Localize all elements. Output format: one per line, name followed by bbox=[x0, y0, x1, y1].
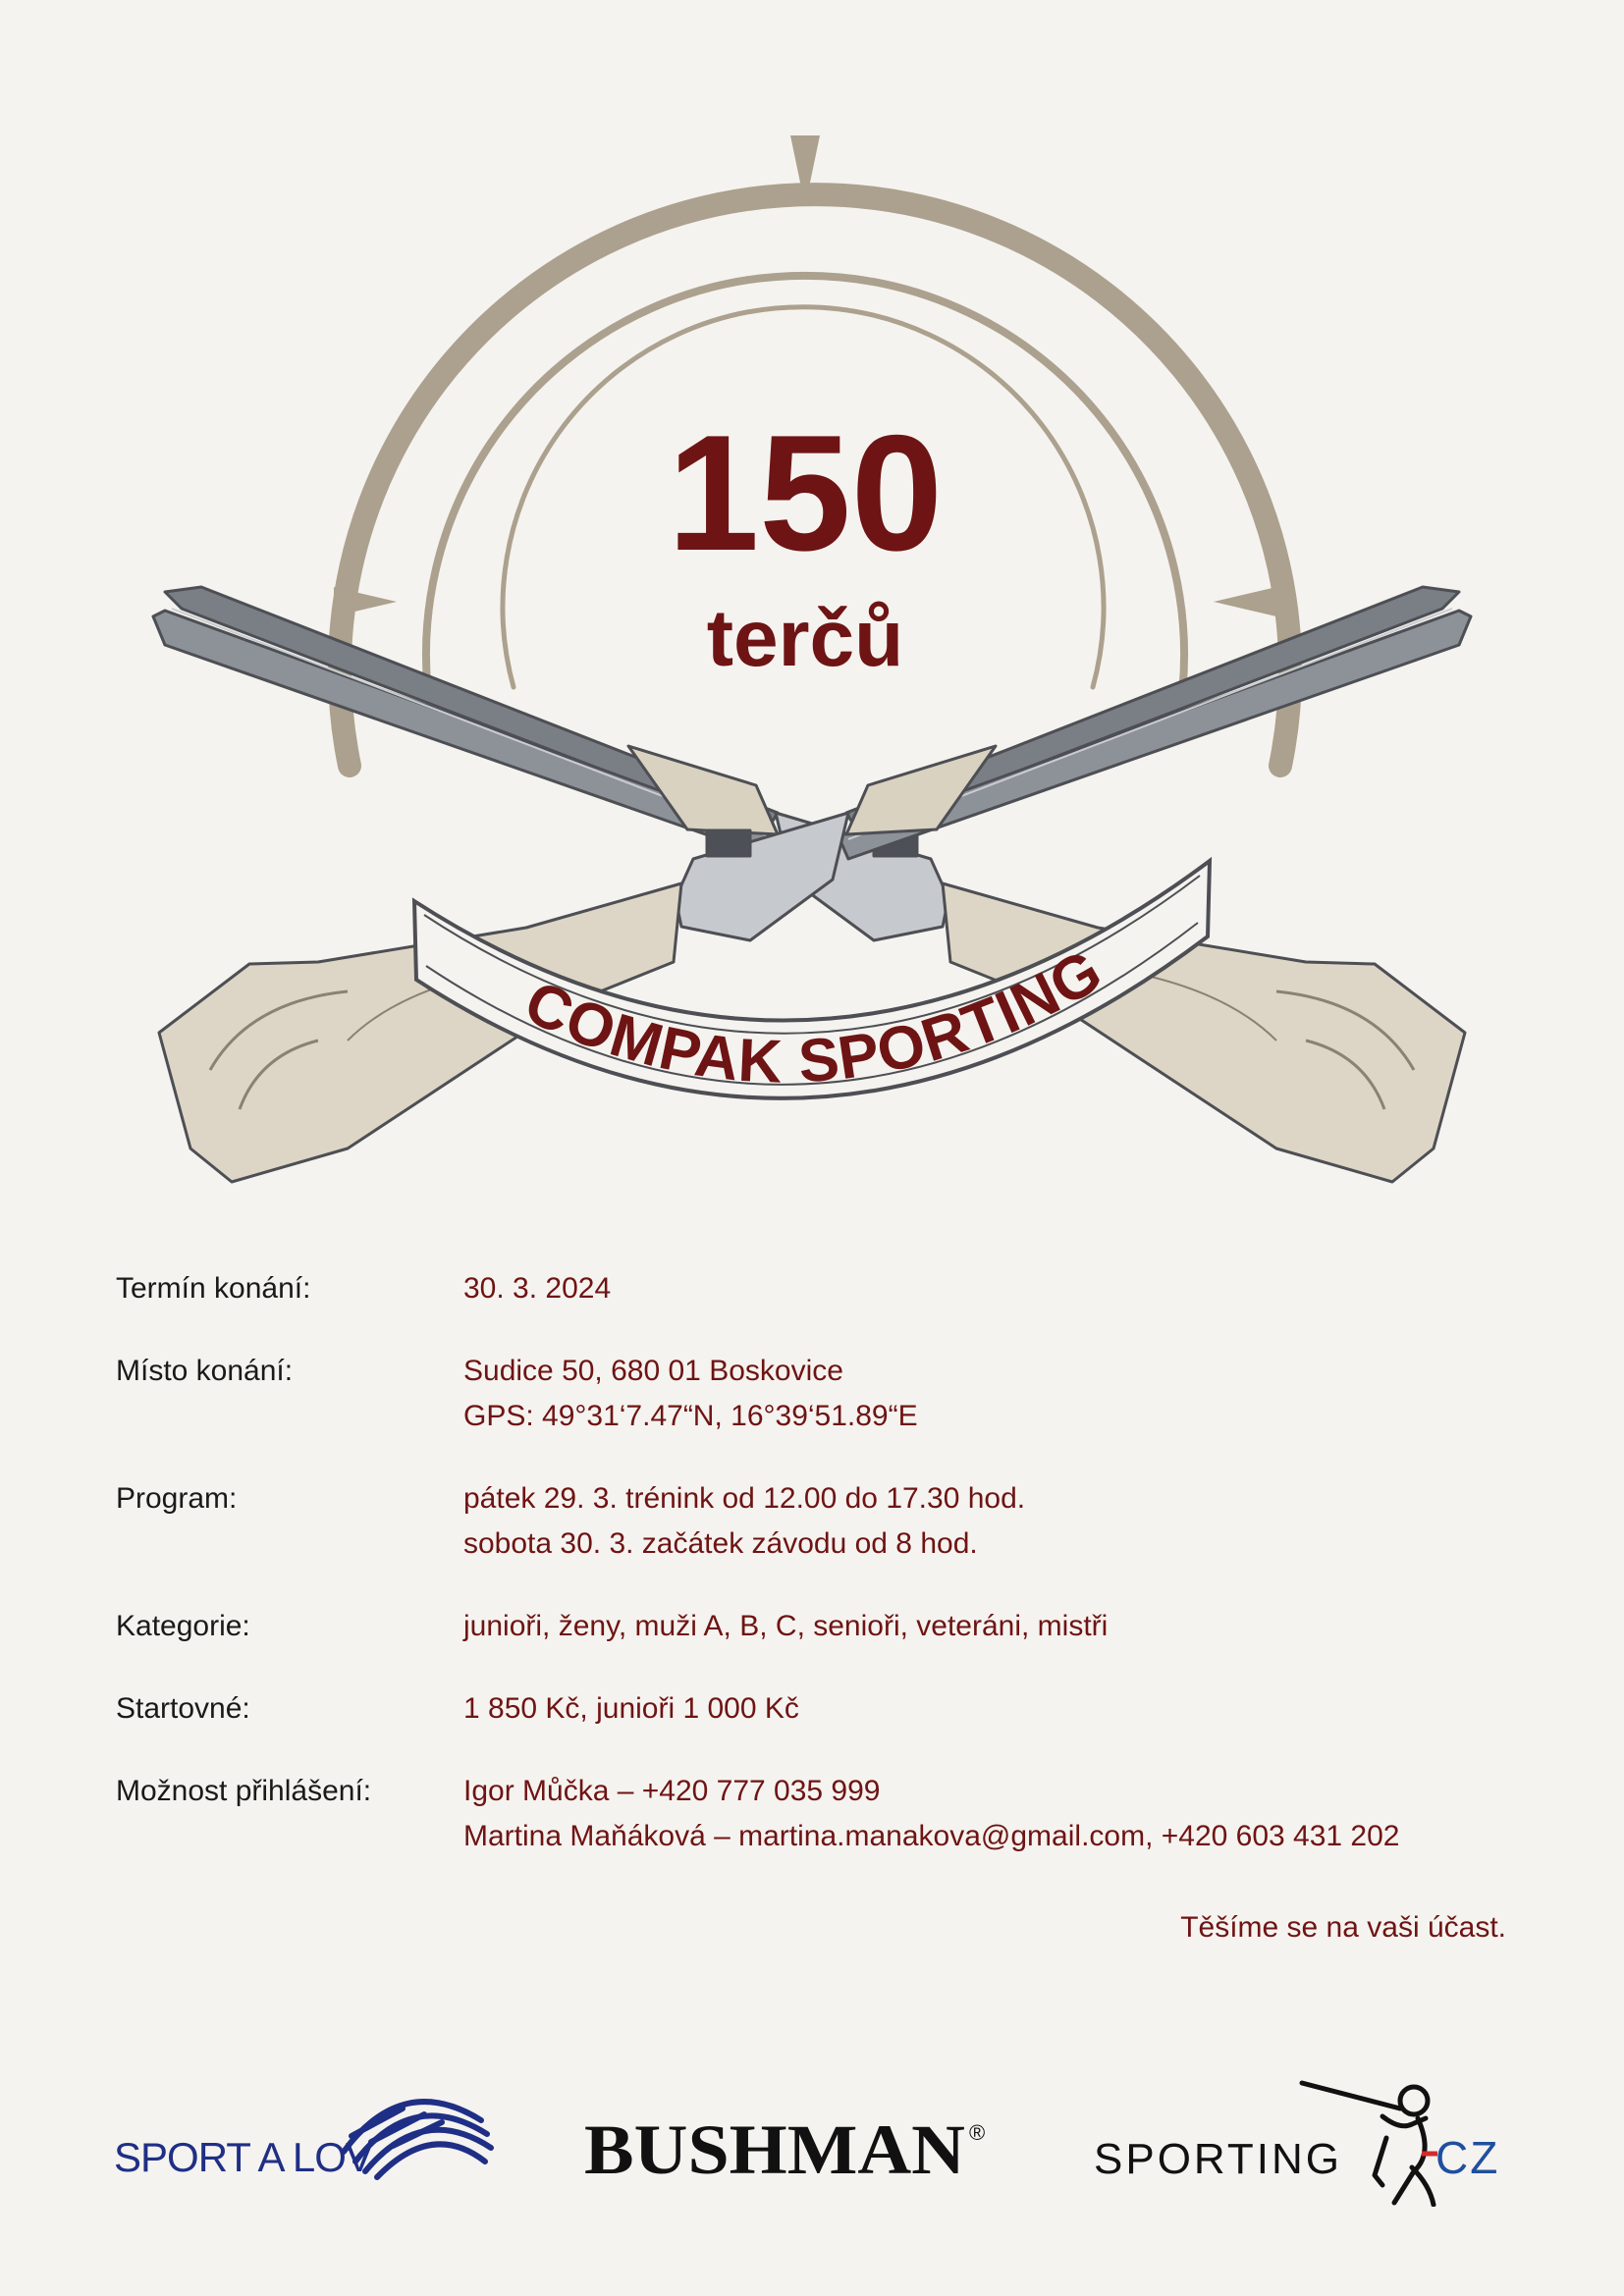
sport-a-lov-logo bbox=[108, 2081, 501, 2189]
detail-value: 1 850 Kč, junioři 1 000 Kč bbox=[463, 1692, 799, 1725]
target-unit: terčů bbox=[706, 594, 904, 683]
detail-value: 30. 3. 2024 bbox=[463, 1272, 612, 1305]
detail-row-categories bbox=[116, 1604, 1530, 1649]
sporting-cz-logo bbox=[1088, 2069, 1520, 2207]
detail-label: Program: bbox=[116, 1482, 238, 1515]
detail-label: Možnost přihlášení: bbox=[116, 1775, 372, 1807]
bushman-text: BUSHMAN bbox=[584, 2110, 966, 2187]
detail-value: junioři, ženy, muži A, B, C, senioři, veteráni, mistři bbox=[463, 1610, 1109, 1642]
detail-row-fee bbox=[116, 1686, 1530, 1732]
detail-row-registration bbox=[116, 1769, 1530, 1859]
bushman-logo bbox=[584, 2109, 997, 2187]
sporting-cz-text: SPORTING bbox=[1094, 2135, 1343, 2183]
detail-row-program bbox=[116, 1476, 1530, 1567]
detail-value: Martina Maňáková – martina.manakova@gmail.com, +420 603 431 202 bbox=[463, 1820, 1400, 1852]
detail-label: Kategorie: bbox=[116, 1610, 250, 1642]
detail-value: pátek 29. 3. trénink od 12.00 do 17.30 hod. bbox=[463, 1482, 1026, 1515]
detail-row-venue bbox=[116, 1349, 1530, 1439]
detail-value: Sudice 50, 680 01 Boskovice bbox=[463, 1355, 843, 1387]
sporting-cz-country: CZ bbox=[1435, 2132, 1500, 2183]
detail-value: GPS: 49°31‘7.47“N, 16°39‘51.89“E bbox=[463, 1400, 918, 1432]
detail-label: Místo konání: bbox=[116, 1355, 294, 1387]
detail-value: sobota 30. 3. začátek závodu od 8 hod. bbox=[463, 1527, 978, 1560]
detail-row-date bbox=[116, 1266, 1530, 1311]
detail-label: Startovné: bbox=[116, 1692, 250, 1725]
sport-a-lov-text: SPORT A LOV bbox=[114, 2134, 372, 2180]
closing-note: Těšíme se na vaši účast. bbox=[1180, 1911, 1506, 1944]
detail-value: Igor Můčka – +420 777 035 999 bbox=[463, 1775, 881, 1807]
banner-text: COMPAK SPORTING bbox=[514, 936, 1114, 1096]
target-count: 150 bbox=[667, 400, 944, 585]
detail-label: Termín konání: bbox=[116, 1272, 311, 1305]
event-details bbox=[116, 1266, 1530, 1896]
registered-mark: ® bbox=[969, 2120, 986, 2145]
